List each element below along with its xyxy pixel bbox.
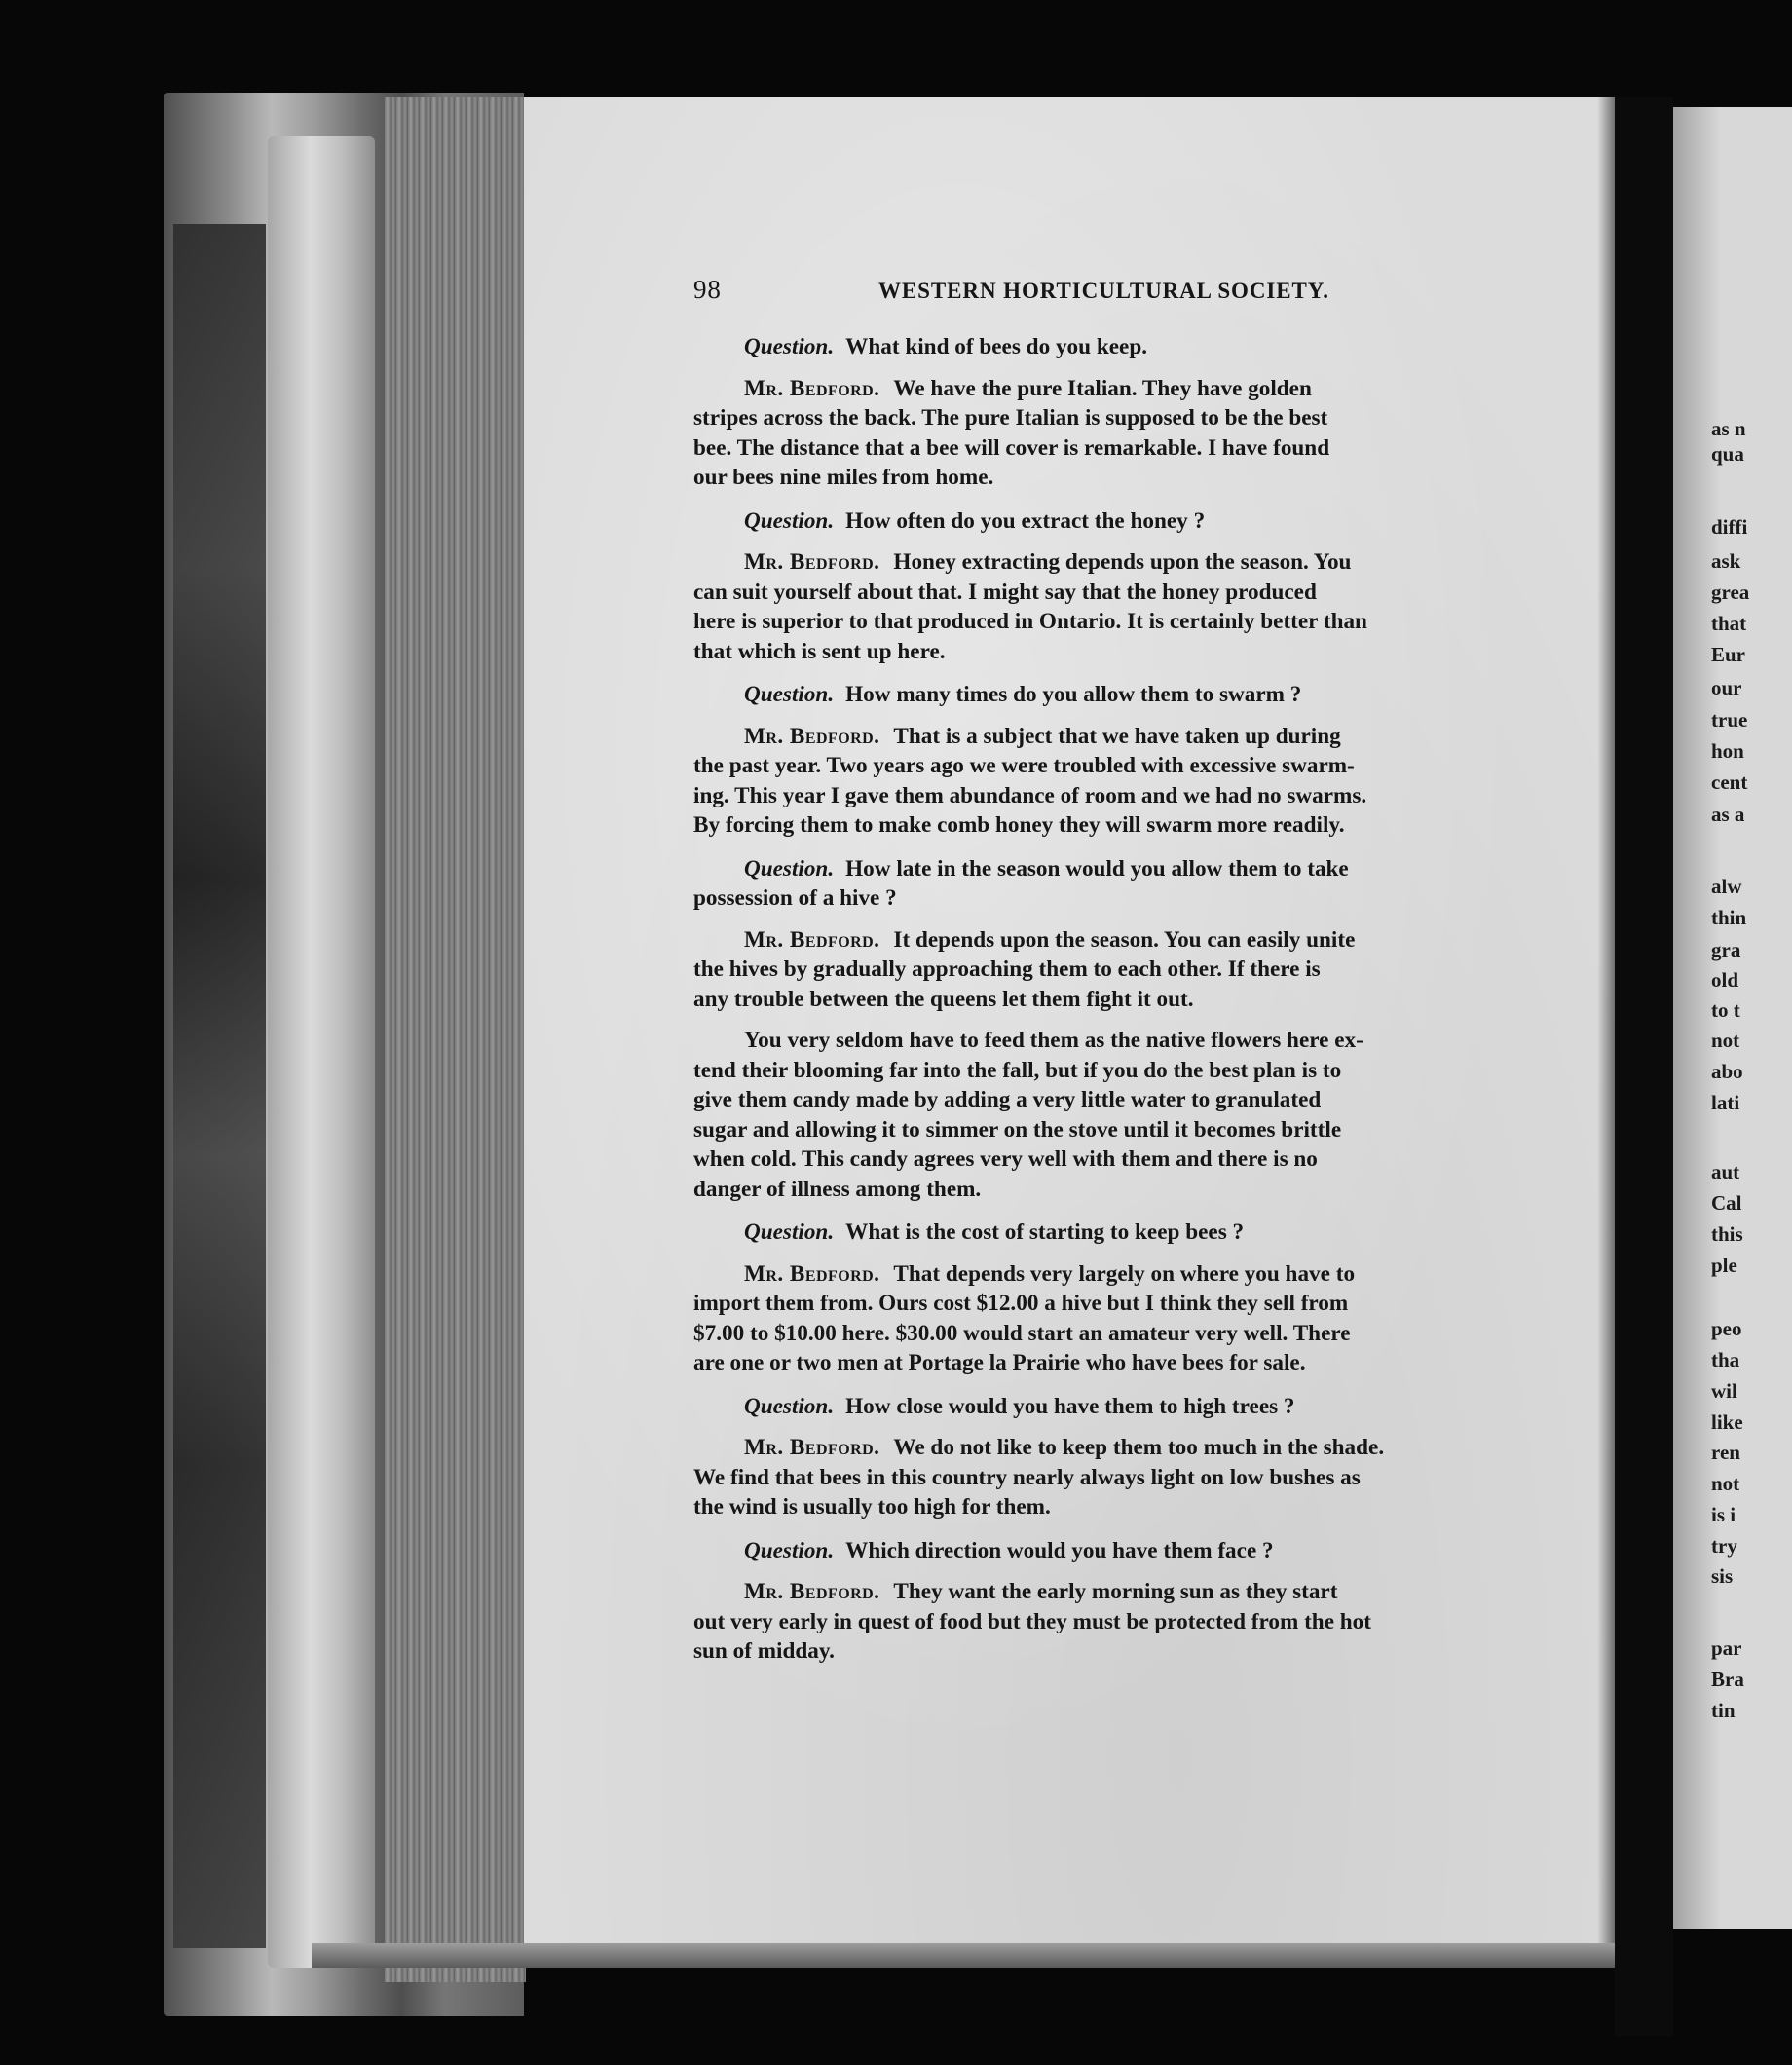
answer-paragraph	[693, 547, 1531, 666]
question-paragraph	[693, 1392, 1531, 1422]
line-text: when cold. This candy agrees very well with them and there is no	[693, 1146, 1318, 1172]
line-text: bee. The distance that a bee will cover is remarkable. I have found	[693, 434, 1330, 461]
next-page-fragment: ple	[1711, 1254, 1737, 1277]
book-bottom-edge	[312, 1943, 1617, 1968]
line-text: any trouble between the queens let them fight it out.	[693, 986, 1194, 1012]
question-label: Question.	[744, 1393, 835, 1419]
line-text: tend their blooming far into the fall, but if you do the best plan is to	[693, 1057, 1342, 1083]
speaker-label: Mr. Bedford.	[744, 1260, 880, 1287]
text-line	[693, 1145, 1531, 1175]
running-head	[693, 275, 1375, 319]
line-text: They want the early morning sun as they start	[893, 1579, 1338, 1604]
text-line	[693, 985, 1531, 1015]
text-line	[693, 1536, 1531, 1566]
next-page-fragment: as n	[1711, 417, 1746, 440]
text-line	[693, 1463, 1531, 1493]
text-line	[693, 722, 1531, 752]
next-page-fragment: our	[1711, 676, 1742, 699]
line-text: You very seldom have to feed them as the native flowers here ex-	[744, 1028, 1363, 1053]
line-text: How close would you have them to high trees ?	[845, 1393, 1295, 1419]
text-line	[693, 1289, 1531, 1319]
page-shadow	[1597, 97, 1617, 1943]
text-line	[693, 547, 1531, 578]
next-page-fragment: Cal	[1711, 1191, 1742, 1215]
question-label: Question.	[744, 855, 835, 882]
next-page-fragment: grea	[1711, 581, 1750, 604]
line-text: that which is sent up here.	[693, 638, 946, 664]
text-line	[693, 1085, 1531, 1115]
text-line	[693, 1392, 1531, 1422]
question-paragraph	[693, 680, 1531, 710]
answer-paragraph	[693, 1259, 1531, 1378]
next-page-fragment: to t	[1711, 998, 1740, 1022]
next-page-fragment: alw	[1711, 875, 1742, 898]
text-line	[693, 463, 1531, 493]
next-page-fragment: peo	[1711, 1317, 1742, 1340]
book-spine	[1615, 97, 1673, 2036]
next-page-fragment: as a	[1711, 803, 1745, 826]
speaker-label: Mr. Bedford.	[744, 1579, 880, 1604]
next-page-fragment: Eur	[1711, 643, 1746, 666]
next-page-fragment: qua	[1711, 442, 1744, 466]
text-line	[693, 1115, 1531, 1145]
text-line	[693, 1577, 1531, 1607]
answer-paragraph	[693, 1433, 1531, 1522]
text-paragraph	[693, 1026, 1531, 1204]
text-line	[693, 1319, 1531, 1349]
next-page-fragment: this	[1711, 1222, 1743, 1246]
next-page-fragment: hon	[1711, 739, 1744, 763]
next-page-fragment: tha	[1711, 1348, 1740, 1371]
line-text: out very early in quest of food but they must be protected from the hot	[693, 1608, 1371, 1634]
text-line	[693, 433, 1531, 464]
next-page-fragment: is i	[1711, 1503, 1736, 1526]
next-page-fragment: gra	[1711, 938, 1741, 961]
next-page-fragment: aut	[1711, 1160, 1740, 1183]
question-label: Question.	[744, 334, 835, 359]
text-line	[693, 883, 1531, 914]
line-text: sugar and allowing it to simmer on the stove until it becomes brittle	[693, 1116, 1342, 1143]
next-page-fragment: old	[1711, 968, 1739, 992]
next-page-fragment: Bra	[1711, 1668, 1744, 1691]
next-page-fragment: abo	[1711, 1060, 1743, 1083]
line-text: sun of midday.	[693, 1638, 835, 1664]
text-line	[693, 1636, 1531, 1667]
page-number: 98	[693, 275, 722, 304]
text-line	[693, 680, 1531, 710]
line-text: the wind is usually too high for them.	[693, 1494, 1051, 1520]
next-page-fragment: like	[1711, 1410, 1743, 1434]
line-text: our bees nine miles from home.	[693, 465, 994, 490]
next-page-fragment: thin	[1711, 906, 1747, 929]
speaker-label: Mr. Bedford.	[744, 723, 880, 749]
qa-transcript	[693, 332, 1531, 1667]
line-text: Honey extracting depends upon the season. You	[893, 549, 1352, 575]
line-text: stripes across the back. The pure Italian is supposed to be the best	[693, 405, 1328, 431]
question-label: Question.	[744, 507, 835, 534]
next-page-fragment: that	[1711, 612, 1747, 635]
line-text: By forcing them to make comb honey they will swarm more readily.	[693, 812, 1345, 838]
next-page-fragment: tin	[1711, 1699, 1736, 1722]
text-line	[693, 751, 1531, 781]
page-header-title: WESTERN HORTICULTURAL SOCIETY.	[878, 279, 1329, 303]
text-line	[693, 403, 1531, 433]
text-line	[693, 607, 1531, 637]
line-text: That is a subject that we have taken up during	[893, 723, 1341, 749]
line-text: can suit yourself about that. I might say that the honey produced	[693, 579, 1317, 605]
text-line	[693, 1175, 1531, 1205]
line-text: How many times do you allow them to swarm ?	[845, 682, 1302, 707]
line-text: the past year. Two years ago we were troubled with excessive swarm-	[693, 753, 1355, 778]
line-text: give them candy made by adding a very little water to granulated	[693, 1087, 1322, 1112]
text-line	[693, 1218, 1531, 1248]
next-page-fragment: not	[1711, 1029, 1740, 1052]
answer-paragraph	[693, 925, 1531, 1015]
line-text: $7.00 to $10.00 here. $30.00 would start an amateur very well. There	[693, 1320, 1351, 1346]
line-text: What is the cost of starting to keep bees ?	[845, 1220, 1245, 1245]
text-line	[693, 1433, 1531, 1463]
text-line	[693, 332, 1531, 362]
next-page-fragment: lati	[1711, 1091, 1740, 1114]
line-text: We do not like to keep them too much in the shade.	[893, 1435, 1385, 1460]
page-gutter	[385, 97, 526, 1982]
page-text	[693, 275, 1531, 1667]
line-text: possession of a hive ?	[693, 885, 897, 911]
speaker-label: Mr. Bedford.	[744, 1435, 880, 1460]
text-line	[693, 637, 1531, 667]
answer-paragraph	[693, 1577, 1531, 1667]
text-line	[693, 854, 1531, 884]
question-label: Question.	[744, 1537, 835, 1563]
answer-paragraph	[693, 374, 1531, 493]
text-line	[693, 1056, 1531, 1086]
speaker-label: Mr. Bedford.	[744, 549, 880, 575]
line-text: Which direction would you have them face ?	[845, 1537, 1274, 1563]
text-line	[693, 810, 1531, 841]
speaker-label: Mr. Bedford.	[744, 375, 880, 401]
text-line	[693, 1259, 1531, 1290]
line-text: How late in the season would you allow them to take	[845, 855, 1349, 882]
text-line	[693, 1348, 1531, 1378]
question-paragraph	[693, 332, 1531, 362]
text-line	[693, 925, 1531, 956]
line-text: danger of illness among them.	[693, 1176, 982, 1202]
next-page-fragment: cent	[1711, 770, 1748, 794]
speaker-label: Mr. Bedford.	[744, 926, 880, 953]
text-line	[693, 374, 1531, 404]
line-text: the hives by gradually approaching them to each other. If there is	[693, 957, 1321, 982]
paper-leaves	[268, 136, 375, 1968]
line-text: That depends very largely on where you have to	[893, 1260, 1356, 1287]
line-text: We have the pure Italian. They have golden	[893, 375, 1312, 401]
text-line	[693, 578, 1531, 608]
text-line	[693, 1607, 1531, 1637]
next-page-fragment: not	[1711, 1472, 1740, 1495]
next-page-fragment: ren	[1711, 1441, 1740, 1464]
line-text: How often do you extract the honey ?	[845, 507, 1206, 534]
line-text: import them from. Ours cost $12.00 a hive but I think they sell from	[693, 1291, 1349, 1316]
line-text: It depends upon the season. You can easily unite	[893, 926, 1356, 953]
next-page-fragment: diffi	[1711, 515, 1748, 539]
next-page-fragment: par	[1711, 1636, 1742, 1660]
next-page-fragment: try	[1711, 1534, 1737, 1558]
line-text: are one or two men at Portage la Prairie who have bees for sale.	[693, 1350, 1306, 1375]
next-page-fragment: ask	[1711, 549, 1741, 573]
next-page-fragment: wil	[1711, 1379, 1737, 1403]
text-line	[693, 1492, 1531, 1522]
text-line	[693, 781, 1531, 811]
question-paragraph	[693, 1536, 1531, 1566]
text-line	[693, 955, 1531, 985]
torn-tab-strip	[173, 224, 266, 1948]
next-page-fragment: true	[1711, 708, 1748, 732]
line-text: What kind of bees do you keep.	[845, 334, 1148, 359]
text-line	[744, 1026, 1531, 1056]
line-text: We find that bees in this country nearly always light on low bushes as	[693, 1464, 1361, 1490]
question-paragraph	[693, 507, 1531, 537]
question-paragraph	[693, 1218, 1531, 1248]
next-page-fragment: sis	[1711, 1564, 1734, 1588]
line-text: here is superior to that produced in Ontario. It is certainly better than	[693, 609, 1367, 634]
question-label: Question.	[744, 1220, 835, 1245]
question-label: Question.	[744, 682, 835, 707]
question-paragraph	[693, 854, 1531, 914]
answer-paragraph	[693, 722, 1531, 841]
text-line	[693, 507, 1531, 537]
line-text: ing. This year I gave them abundance of room and we had no swarms.	[693, 782, 1367, 808]
